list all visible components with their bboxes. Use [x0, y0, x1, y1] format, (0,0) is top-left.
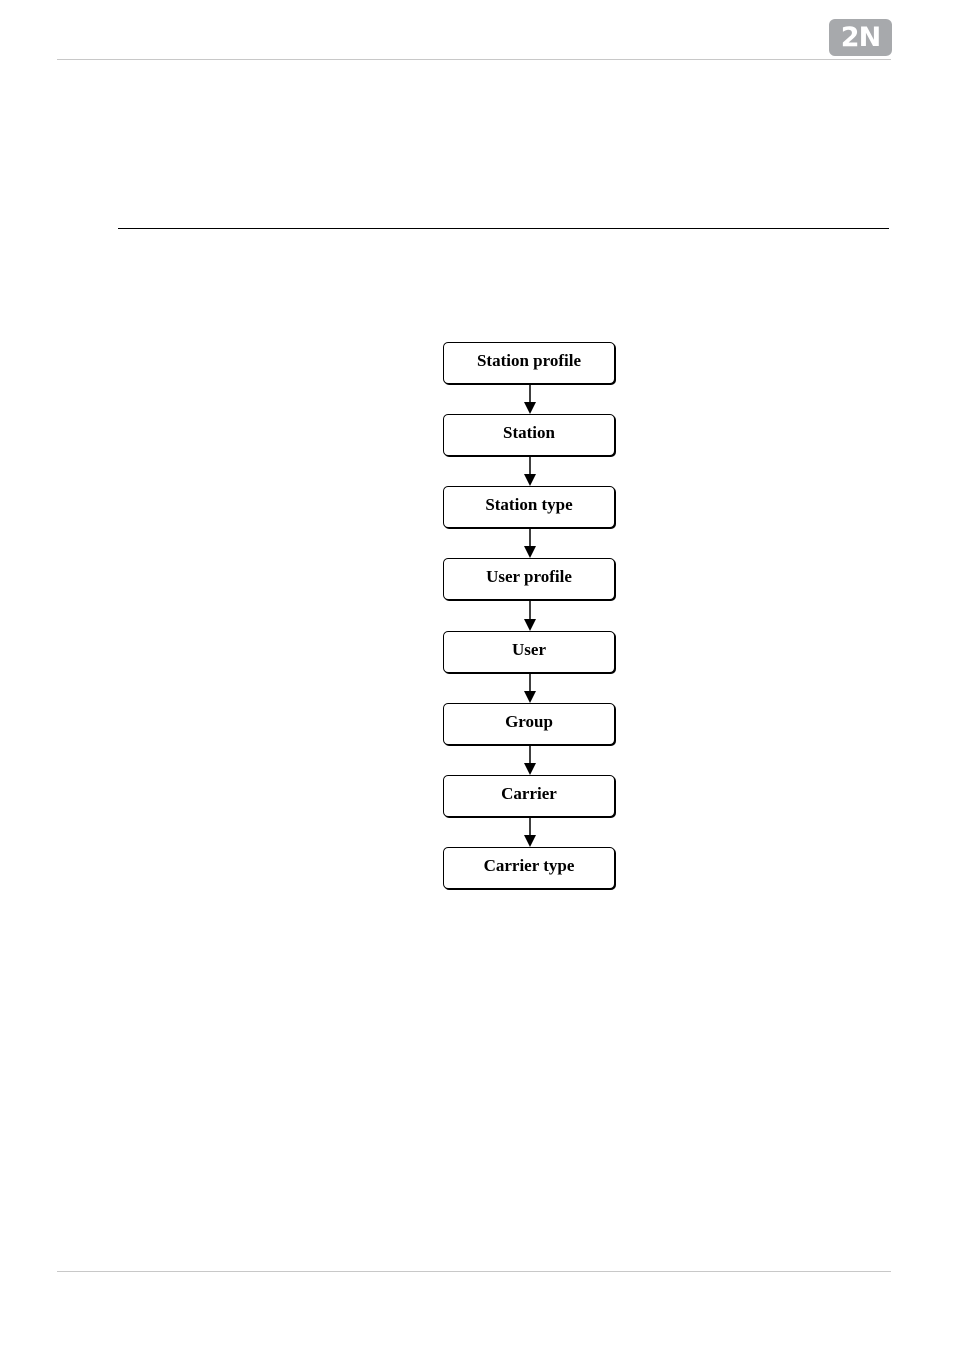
- arrowhead-icon: [524, 691, 536, 703]
- arrowhead-icon: [524, 763, 536, 775]
- node-label: User: [512, 640, 546, 659]
- node-station-profile: [443, 342, 615, 384]
- node-user-profile: [443, 558, 615, 600]
- node-label: Carrier type: [483, 856, 575, 875]
- node-label: Group: [505, 712, 553, 731]
- node-carrier-type: [443, 847, 615, 889]
- node-label: Station: [503, 423, 555, 442]
- footer-rule: [57, 1271, 891, 1272]
- node-label: Station profile: [476, 351, 582, 370]
- node-carrier: [443, 775, 615, 817]
- arrowhead-icon: [524, 546, 536, 558]
- node-label: Station type: [485, 495, 573, 514]
- node-station: [443, 414, 615, 456]
- node-group: [443, 703, 615, 745]
- arrowhead-icon: [524, 619, 536, 631]
- arrowhead-icon: [524, 835, 536, 847]
- brand-logo-text: 2N: [840, 22, 881, 53]
- node-label: User profile: [486, 567, 572, 586]
- arrowhead-icon: [524, 474, 536, 486]
- node-user: [443, 631, 615, 673]
- arrowhead-icon: [524, 402, 536, 414]
- node-station-type: [443, 486, 615, 528]
- node-label: Carrier: [501, 784, 557, 803]
